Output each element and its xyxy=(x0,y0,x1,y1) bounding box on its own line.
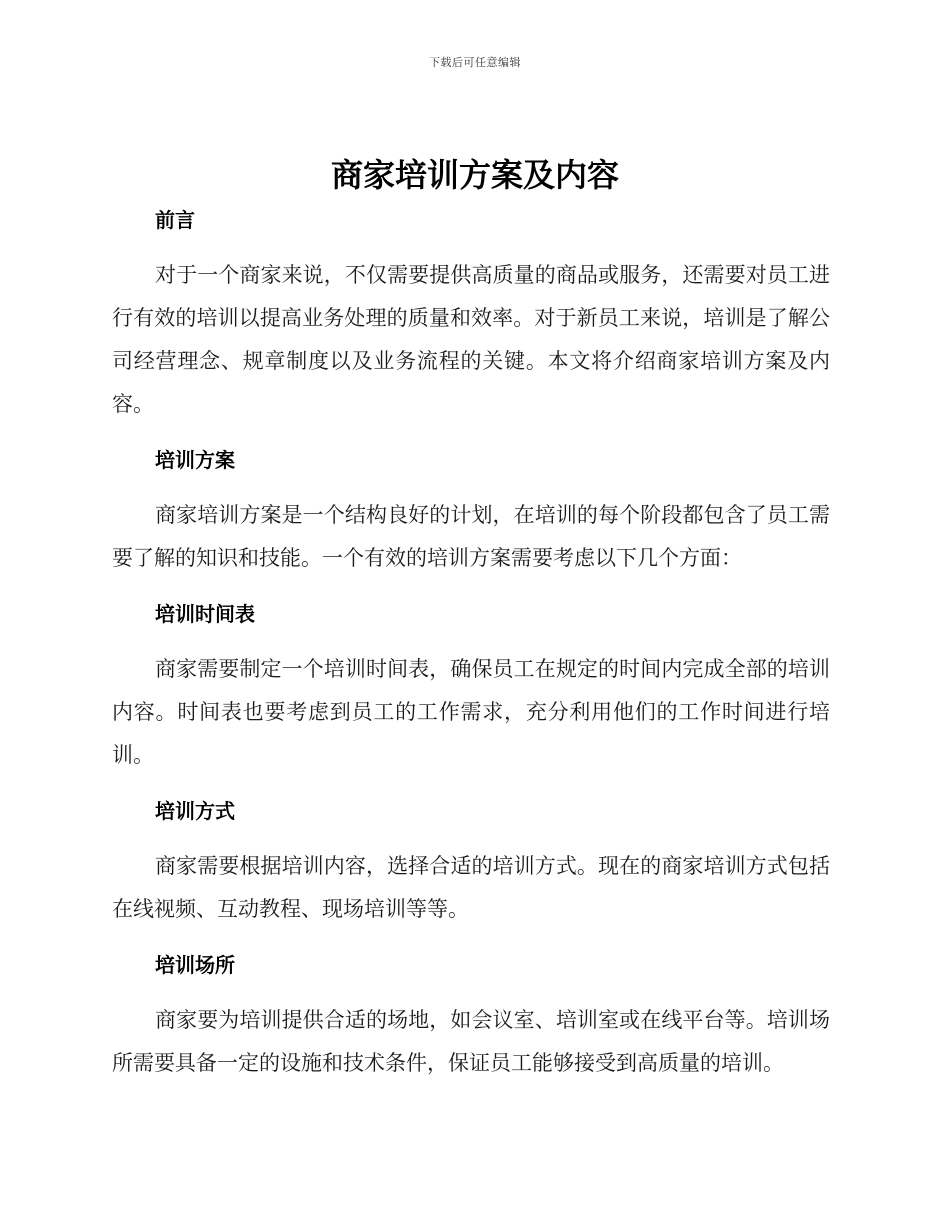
section-heading: 前言 xyxy=(155,208,195,232)
section-training-method xyxy=(112,792,830,931)
document-title: 商家培训方案及内容 xyxy=(330,156,619,194)
section-heading: 培训方案 xyxy=(155,448,235,472)
section-preface xyxy=(112,201,830,426)
header-note: 下载后可任意编辑 xyxy=(429,56,521,69)
section-training-schedule xyxy=(112,595,830,777)
section-paragraph: 商家需要制定一个培训时间表，确保员工在规定的时间内完成全部的培训内容。时间表也要考虑到员工的工作需求，充分利用他们的工作时间进行培训。 xyxy=(112,657,830,767)
section-paragraph: 商家需要根据培训内容，选择合适的培训方式。现在的商家培训方式包括在线视频、互动教程、现场培训等等。 xyxy=(112,854,830,921)
section-heading: 培训场所 xyxy=(155,953,235,977)
section-training-venue xyxy=(112,946,830,1085)
section-paragraph: 对于一个商家来说，不仅需要提供高质量的商品或服务，还需要对员工进行有效的培训以提高业务处理的质量和效率。对于新员工来说，培训是了解公司经营理念、规章制度以及业务流程的关键。本文将介绍商家培训方案及内容。 xyxy=(112,263,830,416)
section-paragraph: 商家要为培训提供合适的场地，如会议室、培训室或在线平台等。培训场所需要具备一定的设施和技术条件，保证员工能够接受到高质量的培训。 xyxy=(112,1008,830,1075)
section-paragraph: 商家培训方案是一个结构良好的计划，在培训的每个阶段都包含了员工需要了解的知识和技能。一个有效的培训方案需要考虑以下几个方面： xyxy=(112,503,830,570)
section-heading: 培训方式 xyxy=(155,799,235,823)
section-training-plan xyxy=(112,441,830,580)
section-heading: 培训时间表 xyxy=(155,602,255,626)
document-body xyxy=(112,201,830,1085)
